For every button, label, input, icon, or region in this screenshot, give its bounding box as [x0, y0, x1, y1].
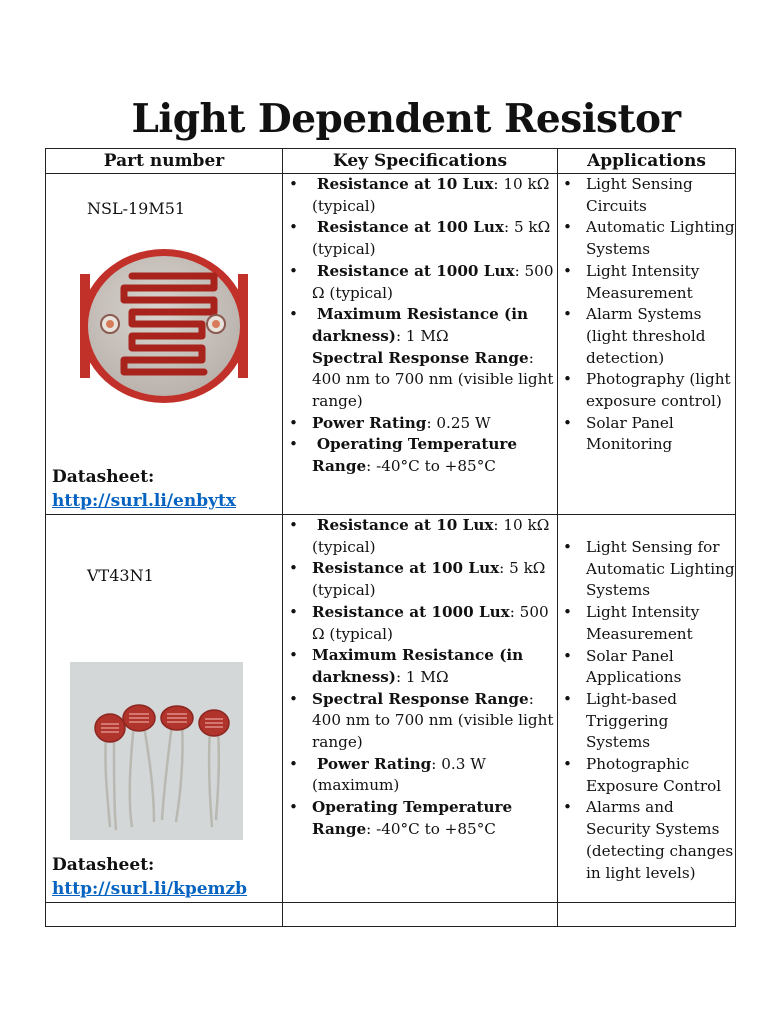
app-item: • Light Intensity Measurement	[558, 261, 735, 304]
datasheet-label: Datasheet:	[52, 855, 155, 875]
spec-label: Resistance at 10 Lux	[316, 175, 494, 193]
spec-label: Resistance at 1000 Lux	[316, 261, 515, 280]
spec-label: Spectral Response Range	[312, 348, 529, 367]
spec-value: : 0.3 W (maximum)	[312, 754, 486, 795]
part-cell	[46, 515, 283, 903]
spec-label: Power Rating	[312, 413, 427, 432]
spec-item	[283, 645, 557, 688]
spec-label: Resistance at 100 Lux	[312, 559, 500, 578]
spec-value: : -40°C to +85°C	[366, 819, 496, 838]
spec-value: : 1 MΩ	[395, 667, 449, 686]
empty-row	[46, 903, 736, 927]
datasheet-label: Datasheet:	[52, 467, 155, 487]
ldr-table	[45, 148, 736, 927]
specs-list	[283, 515, 557, 841]
spec-label: Spectral Response Range	[312, 689, 529, 708]
spec-item	[283, 558, 557, 601]
app-item: • Light Sensing for Automatic Lighting Systems	[558, 537, 735, 602]
spec-value: : 500 Ω (typical)	[312, 261, 554, 302]
spec-value: : 5 kΩ (typical)	[312, 559, 546, 600]
spec-value: : 5 kΩ (typical)	[312, 218, 551, 259]
apps-list	[558, 174, 735, 456]
spec-item	[283, 434, 557, 477]
datasheet-link[interactable]: http://surl.li/enbytx	[52, 491, 236, 511]
table-row	[46, 515, 736, 903]
spec-label: Operating Temperature Range	[312, 798, 513, 838]
app-item: • Photography (light exposure control)	[558, 369, 735, 412]
header-key-specifications: Key Specifications	[283, 149, 558, 174]
app-item: • Photographic Exposure Control	[558, 754, 735, 797]
spec-label: Resistance at 1000 Lux	[312, 602, 510, 621]
app-item: • Alarms and Security Systems (detecting changes in light levels)	[558, 797, 735, 884]
empty-cell	[46, 903, 283, 927]
app-item: • Alarm Systems (light threshold detection)	[558, 304, 735, 369]
ldr-photo-disc	[74, 246, 254, 413]
header-applications: Applications	[558, 149, 736, 174]
specs-list	[283, 174, 557, 478]
spec-label: Maximum Resistance (in darkness)	[312, 305, 529, 345]
spec-item	[283, 174, 557, 217]
spec-label: Resistance at 10 Lux	[316, 516, 494, 534]
apps-list	[558, 537, 735, 884]
app-item: • Solar Panel Applications	[558, 646, 735, 689]
empty-cell	[558, 903, 736, 927]
app-item: • Solar Panel Monitoring	[558, 413, 735, 456]
empty-cell	[283, 903, 558, 927]
spec-item	[283, 689, 557, 754]
datasheet-link[interactable]: http://surl.li/kpemzb	[52, 879, 248, 899]
spec-value: : 400 nm to 700 nm (visible light range)	[312, 689, 554, 752]
page-title: Light Dependent Resistor	[131, 96, 681, 142]
app-item: • Light Sensing Circuits	[558, 174, 735, 217]
spec-label: Power Rating	[316, 754, 432, 773]
spec-value: : 400 nm to 700 nm (visible light range)	[312, 348, 554, 411]
spec-value: : 500 Ω (typical)	[312, 602, 549, 643]
spec-value: : 10 kΩ (typical)	[312, 175, 550, 215]
spec-value: : 0.25 W	[426, 413, 491, 432]
spec-value: : 1 MΩ	[395, 326, 449, 345]
specs-cell	[283, 515, 558, 903]
table-row	[46, 174, 736, 515]
spec-item	[283, 413, 557, 435]
spec-label: Maximum Resistance (in darkness)	[312, 646, 524, 686]
spec-item	[283, 797, 557, 840]
app-item: • Light Intensity Measurement	[558, 602, 735, 645]
spec-item	[283, 261, 557, 304]
spec-label: Resistance at 100 Lux	[316, 218, 504, 237]
spec-value: : -40°C to +85°C	[366, 457, 496, 476]
spec-item	[283, 754, 557, 797]
specs-cell	[283, 174, 558, 515]
ldr-photo-leaded	[70, 662, 243, 847]
header-row	[46, 149, 736, 174]
spec-value: : 10 kΩ (typical)	[312, 516, 550, 556]
apps-cell	[558, 174, 736, 515]
app-item: • Light-based Triggering Systems	[558, 689, 735, 754]
spec-item	[283, 304, 557, 347]
header-part-number: Part number	[46, 149, 283, 174]
spec-item	[283, 602, 557, 645]
app-item: • Automatic Lighting Systems	[558, 217, 735, 260]
spec-label: Operating Temperature Range	[312, 435, 518, 476]
spec-item	[283, 348, 557, 413]
part-number: NSL-19M51	[87, 199, 186, 218]
spec-item	[283, 217, 557, 260]
part-cell	[46, 174, 283, 515]
part-number: VT43N1	[87, 566, 154, 585]
spec-item	[283, 515, 557, 558]
apps-cell	[558, 515, 736, 903]
